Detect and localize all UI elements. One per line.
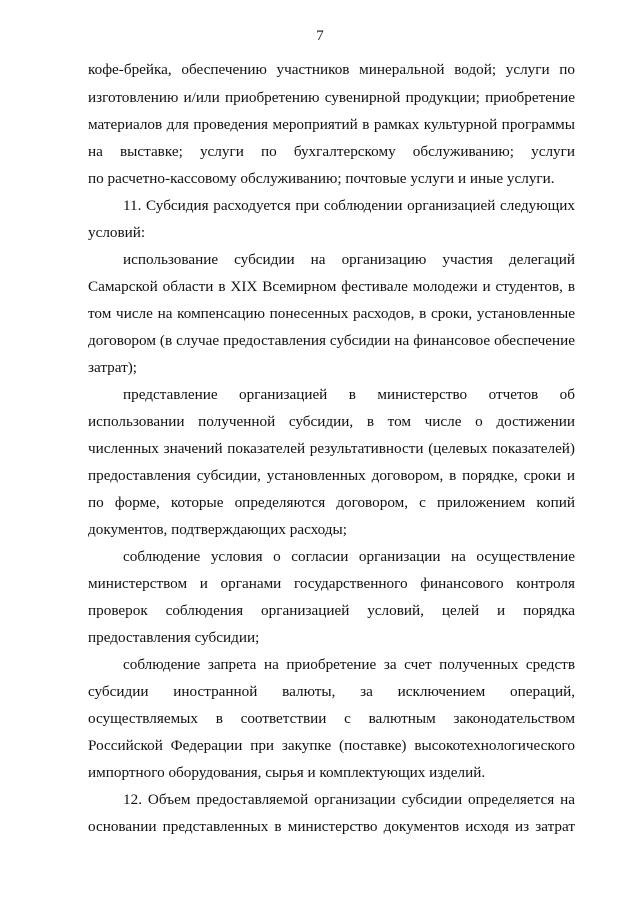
text-line: 11. Субсидия расходуется при соблюдении организацией следующих — [123, 197, 575, 214]
text-line: изготовлению и/или приобретению сувенирной продукции; приобретение — [88, 89, 575, 106]
text-line: использование субсидии на организацию участия делегаций — [123, 251, 575, 268]
text-line: предоставления субсидии; — [88, 629, 260, 646]
text-line: численных значений показателей результативности (целевых показателей) — [88, 440, 575, 457]
text-line: соблюдение запрета на приобретение за счет полученных средств — [123, 656, 575, 673]
text-line: министерством и органами государственного финансового контроля — [88, 575, 575, 592]
text-line: по форме, которые определяются договором, с приложением копий — [88, 494, 575, 511]
text-line: материалов для проведения мероприятий в рамках культурной программы — [88, 116, 575, 133]
text-line: основании представленных в министерство документов исходя из затрат — [88, 818, 575, 835]
text-line: на выставке; услуги по бухгалтерскому обслуживанию; услуги — [88, 143, 575, 160]
text-line: затрат); — [88, 359, 138, 376]
text-line: импортного оборудования, сырья и комплектующих изделий. — [88, 764, 486, 781]
text-line: субсидии иностранной валюты, за исключением операций, — [88, 683, 575, 700]
text-line: условий: — [88, 224, 146, 241]
text-line: документов, подтверждающих расходы; — [88, 521, 347, 538]
text-line: том числе на компенсацию понесенных расходов, в сроки, установленные — [88, 305, 575, 322]
text-line: предоставления субсидии, установленных договором, в порядке, сроки и — [88, 467, 575, 484]
text-line: проверок соблюдения организацией условий, целей и порядка — [88, 602, 575, 619]
text-line: договором (в случае предоставления субсидии на финансовое обеспечение — [88, 332, 575, 349]
text-line: по расчетно-кассовому обслуживанию; почтовые услуги и иные услуги. — [88, 170, 555, 187]
page-number: 7 — [316, 28, 324, 44]
text-line: представление организацией в министерство отчетов об — [123, 386, 575, 403]
text-line: соблюдение условия о согласии организации на осуществление — [123, 548, 575, 565]
text-line: кофе-брейка, обеспечению участников минеральной водой; услуги по — [88, 61, 575, 78]
text-line: использовании полученной субсидии, в том числе о достижении — [88, 413, 575, 430]
text-line: Самарской области в XIX Всемирном фестивале молодежи и студентов, в — [88, 278, 575, 295]
text-line: Российской Федерации при закупке (поставке) высокотехнологического — [88, 737, 575, 754]
text-line: осуществляемых в соответствии с валютным законодательством — [88, 710, 575, 727]
text-line: 12. Объем предоставляемой организации субсидии определяется на — [123, 791, 575, 808]
